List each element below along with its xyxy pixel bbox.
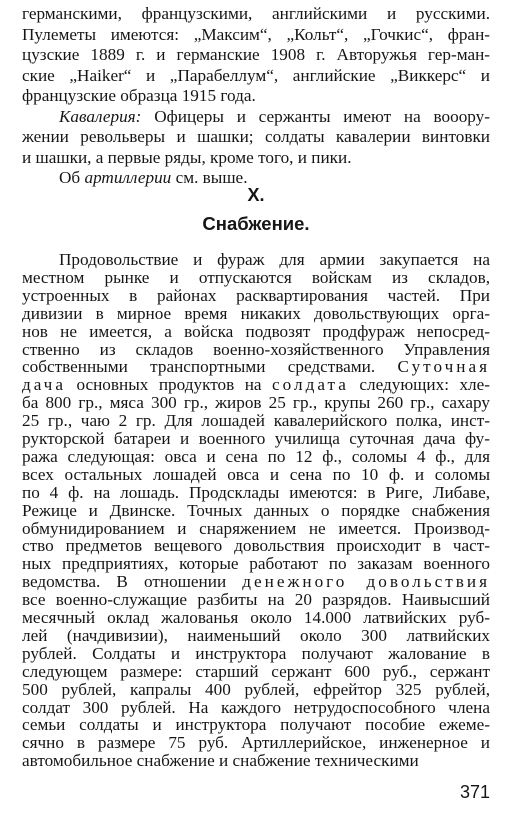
text-line: семьи солдаты и инструктора получают пособие ежеме- — [22, 715, 490, 735]
text-span: следующих: хле- — [348, 375, 490, 395]
text-span: Офицеры и сержанты имеют на вооору- — [141, 106, 490, 126]
page-number: 371 — [459, 782, 490, 802]
text-line: ские „Haiker“ и „Парабеллум“, английские „Виккерс“ и — [22, 65, 490, 85]
text-line: Режице и Двинске. Точных данных о порядке снабжения — [22, 500, 490, 520]
text-line — [22, 376, 490, 394]
text-line: лей (начдивизии), наименьший около 300 латвийских — [22, 625, 490, 645]
text-line: солдат 300 рублей. На каждого нетрудоспособного члена — [22, 697, 490, 717]
text-line: устроенных в районах расквартирования частей. При — [22, 285, 490, 305]
text-span: ведомства. В отношении — [22, 572, 243, 592]
spaced-term: Суточная — [397, 357, 490, 377]
text-line: ственно из складов военно-хозяйственного Управления — [22, 339, 490, 359]
text-line: Продовольствие и фураж для армии закупается на — [59, 250, 490, 269]
text-line: обмунидированием и снаряжением не имеется. Производ- — [22, 518, 490, 538]
text-line — [59, 107, 490, 128]
spaced-term: солдата — [272, 375, 349, 395]
section-title: Снабжение. — [202, 213, 310, 234]
text-line: 500 рублей, капралы 400 рублей, ефрейтор 325 рублей, — [22, 679, 490, 699]
text-line: французские образца 1915 года. — [22, 86, 256, 105]
text-span: Об — [59, 168, 85, 187]
text-line — [22, 358, 490, 376]
text-line: месячный оклад жалованья около 14.000 латвийских руб- — [22, 608, 490, 627]
text-span: собственными транспортными средствами. — [22, 357, 398, 377]
spaced-term: дача — [22, 375, 66, 395]
text-line: 25 гр., чаю 2 гр. Для лошадей кавалерийского полка, инст- — [22, 411, 490, 431]
text-line: дивизии в мирное время никаких довольствующих орга- — [22, 303, 490, 323]
text-line: всех остальных лошадей овса и сена по 10 ф. и соломы — [22, 464, 490, 484]
text-line — [22, 573, 490, 591]
text-line: все военно-служащие разбиты на 20 разрядов. Наивысший — [22, 590, 490, 610]
text-line: ража следующая: овса и сена по 12 ф., соломы 4 ф., для — [22, 446, 490, 466]
text-line: ба 800 гр., мяса 300 гр., жиров 25 гр., крупы 260 гр., сахару — [22, 393, 490, 413]
text-line: германскими, французскими, английскими и русскими. — [22, 4, 490, 23]
text-line: ство предметов вещевого довольствия происходит в част- — [22, 536, 490, 556]
text-line: следующем размере: старший сержант 600 руб., сержант — [22, 661, 490, 681]
section-number: X. — [247, 185, 265, 205]
text-span: основных продуктов на — [65, 375, 273, 395]
text-line: жении револьверы и шашки; солдаты кавалерии винтовки — [22, 127, 490, 146]
text-line: цузские 1889 г. и германские 1908 г. Авторужья гер-ман- — [22, 45, 490, 64]
text-span: см. выше. — [171, 168, 248, 187]
text-line: нов не имеется, а войска подвозят продфураж непосред- — [22, 321, 490, 341]
text-line: рублей. Солдаты и инструктора получают жалование в — [22, 643, 490, 663]
text-line: местном рынке и отпускаются войскам из складов, — [22, 267, 490, 287]
spaced-term: денежного довольствия — [242, 572, 491, 592]
text-line: Пулеметы имеются: „Максим“, „Кольт“, „Гочкис“, фран- — [22, 24, 490, 44]
text-line: сячно в размере 75 руб. Артиллерийское, инженерное и — [22, 733, 490, 753]
artillery-word: артиллерии — [84, 168, 172, 187]
text-line: рукторской батареи и военного училища суточная дача фу- — [22, 429, 490, 448]
text-line: автомобильное снабжение и снабжение техническими — [22, 751, 419, 771]
text-line: и шашки, а первые ряды, кроме того, и пики. — [22, 147, 352, 167]
text-line: по 4 ф. на лошадь. Продсклады имеются: в Риге, Либаве, — [22, 482, 490, 502]
text-line: ных предприятиях, которые работают по заказам военного — [22, 554, 490, 574]
cavalry-heading: Кавалерия: — [59, 106, 142, 126]
